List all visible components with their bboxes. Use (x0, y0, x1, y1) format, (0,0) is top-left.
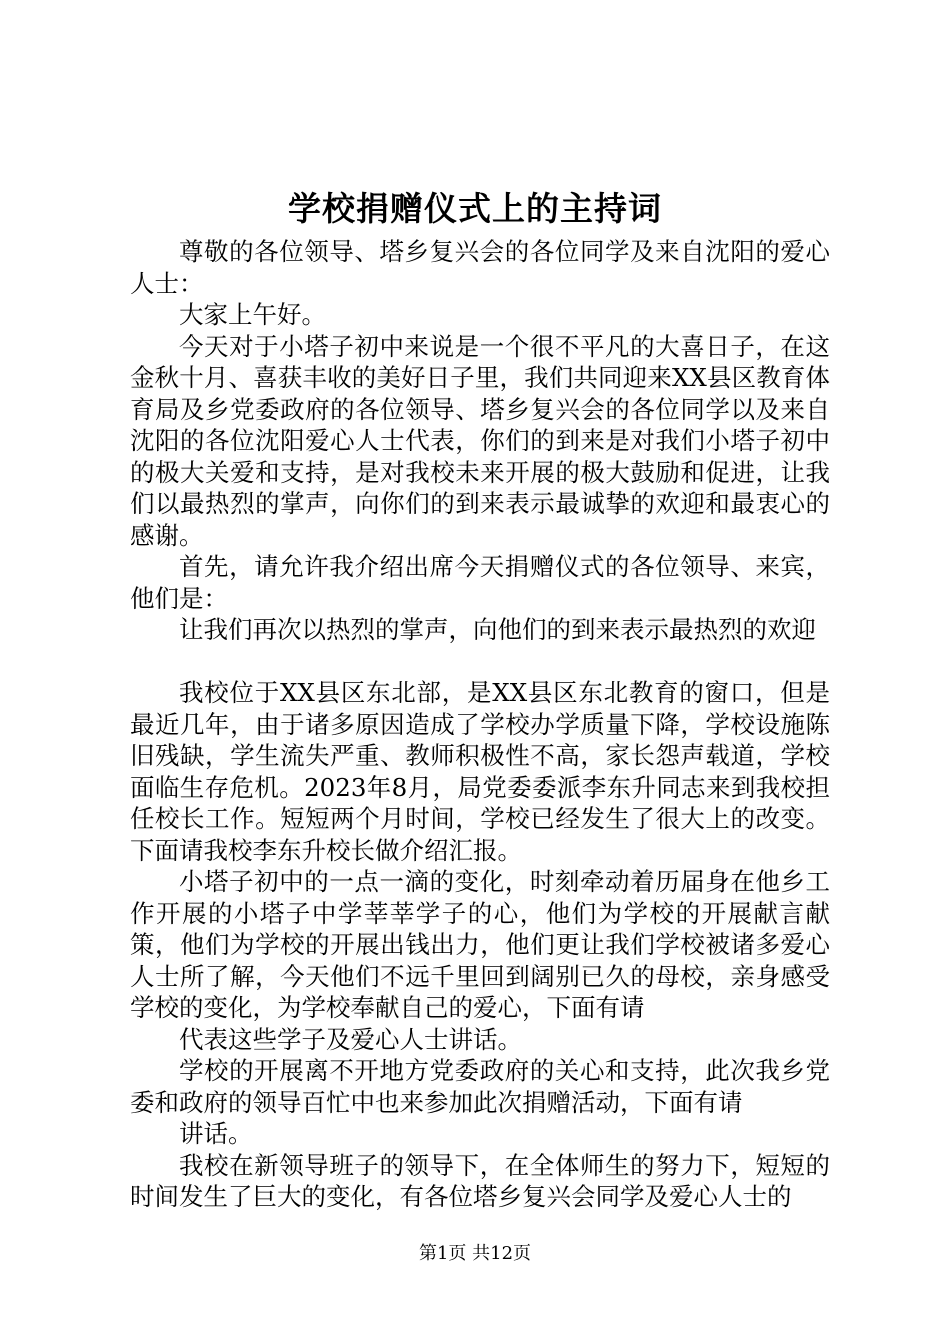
paragraph-alumni-speech: 代表这些学子及爱心人士讲话。 (179, 1024, 522, 1054)
document-title: 学校捐赠仪式上的主持词 (288, 189, 662, 228)
paragraph-salutation: 尊敬的各位领导、塔乡复兴会的各位同学及来自沈阳的爱心人士： (130, 237, 830, 298)
paragraph-government: 学校的开展离不开地方党委政府的关心和支持，此次我乡党委和政府的领导百忙中也来参加此次捐赠活动，下面有请 (130, 1056, 830, 1117)
paragraph-introduce-guests: 首先，请允许我介绍出席今天捐赠仪式的各位领导、来宾，他们是： (130, 552, 830, 613)
paragraph-welcome: 今天对于小塔子初中来说是一个很不平凡的大喜日子，在这金秋十月、喜获丰收的美好日子里，我们共同迎来XX县区教育体育局及乡党委政府的各位领导、塔乡复兴会的各位同学以及来自沈阳的各位沈阳爱心人士代表，你们的到来是对我们小塔子初中的极大关爱和支持，是对我校未来开展的极大鼓励和促进，让我们以最热烈的掌声，向你们的到来表示最诚挚的欢迎和最衷心的感谢。 (130, 331, 830, 550)
page-number: 第1页 共12页 (418, 1243, 532, 1264)
paragraph-school-intro: 我校位于XX县区东北部，是XX县区东北教育的窗口，但是最近几年，由于诸多原因造成了学校办学质量下降，学校设施陈旧残缺，学生流失严重、教师积极性不高，家长怨声载道，学校面临生存危机。2023年8月，局党委委派李东升同志来到我校担任校长工作。短短两个月时间，学校已经发生了很大上的改变。下面请我校李东升校长做介绍汇报。 (130, 678, 830, 865)
paragraph-changes: 我校在新领导班子的领导下，在全体师生的努力下，短短的时间发生了巨大的变化，有各位塔乡复兴会同学及爱心人士的 (130, 1150, 830, 1211)
paragraph-alumni: 小塔子初中的一点一滴的变化，时刻牵动着历届身在他乡工作开展的小塔子中学莘莘学子的心，他们为学校的开展献言献策，他们为学校的开展出钱出力，他们更让我们学校被诸多爱心人士所了解，今天他们不远千里回到阔别已久的母校，亲身感受学校的变化，为学校奉献自己的爱心，下面有请 (130, 867, 830, 1022)
blank-line (130, 646, 830, 678)
document-body (130, 236, 830, 1213)
paragraph-greeting: 大家上午好。 (179, 300, 326, 329)
paragraph-government-speech: 讲话。 (179, 1119, 253, 1148)
paragraph-applause: 让我们再次以热烈的掌声，向他们的到来表示最热烈的欢迎 (179, 615, 816, 644)
